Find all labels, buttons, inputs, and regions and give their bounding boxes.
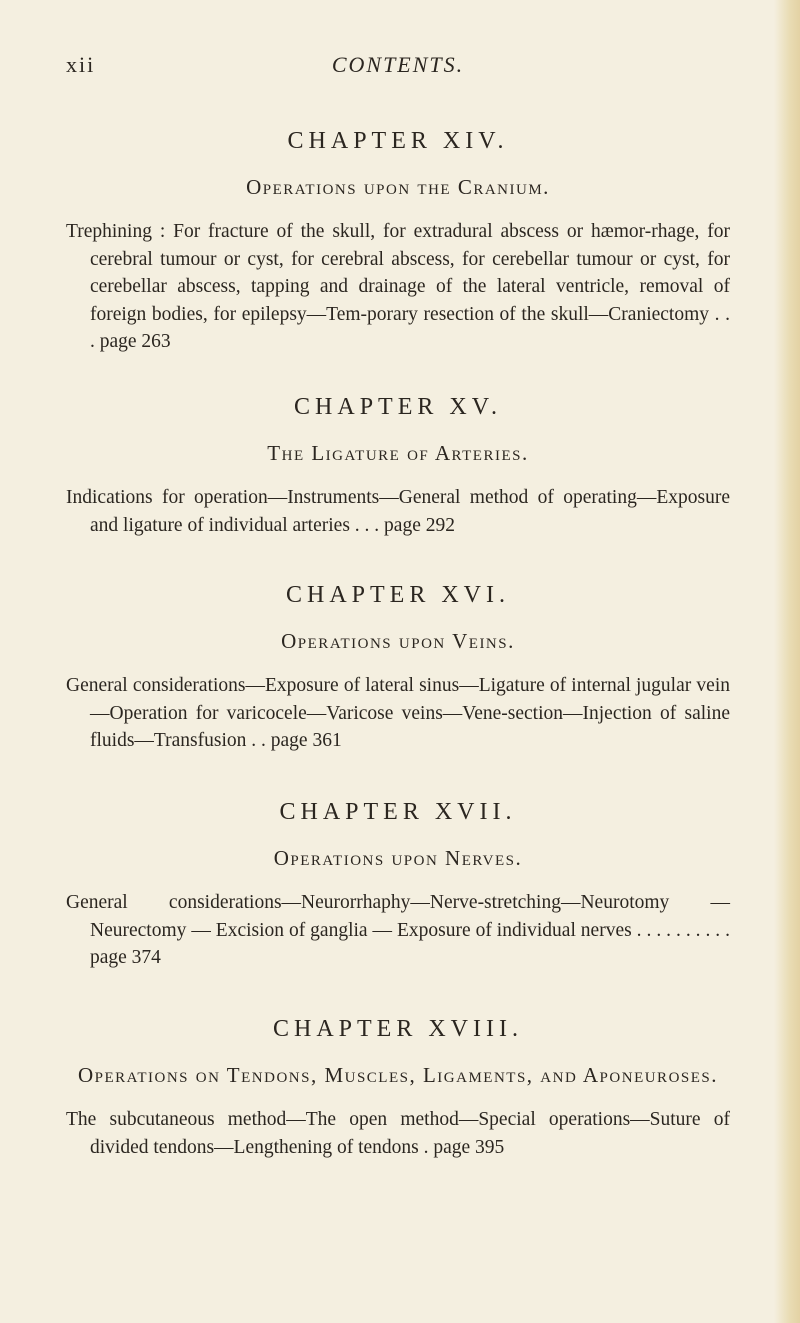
page-reference: page 374 bbox=[90, 947, 161, 968]
chapter-xvii bbox=[66, 797, 730, 991]
chapter-title: Operations upon Veins. bbox=[281, 629, 515, 653]
page-reference: page 263 bbox=[99, 331, 171, 352]
summary-text: General considerations—Neurorrhaphy—Nerve-stretching—Neurotomy —Neurectomy — Excision of ganglia — Exposure of individual nerves bbox=[66, 892, 730, 941]
leader-dots: . . . bbox=[354, 514, 380, 536]
chapter-number: CHAPTER XIV. bbox=[287, 128, 509, 154]
chapter-summary bbox=[66, 1106, 730, 1161]
chapter-xvi bbox=[66, 580, 730, 774]
chapter-title: Operations upon Nerves. bbox=[273, 846, 523, 870]
chapter-number: CHAPTER XVIII. bbox=[273, 1016, 523, 1042]
folio-number: xii bbox=[66, 52, 96, 77]
chapter-xviii bbox=[66, 1014, 730, 1181]
page-edge-shadow bbox=[774, 0, 800, 1323]
chapter-summary bbox=[66, 672, 730, 755]
chapter-number: CHAPTER XV. bbox=[294, 394, 502, 420]
leader-dots: . bbox=[423, 1136, 429, 1158]
summary-text: Trephining : For fracture of the skull, for extradural abscess or hæmor-rhage, for cerebral tumour or cyst, for cerebral abscess, for cerebellar tumour or cyst, for cerebellar abscess, tapping and drainage of the lateral ventricle, removal of foreign bodies, for epilepsy—Tem-porary resection of the skull—Craniectomy bbox=[66, 221, 730, 325]
chapter-title: Operations upon the Cranium. bbox=[246, 175, 550, 199]
leader-dots: . . . bbox=[90, 303, 731, 352]
page-reference: page 292 bbox=[384, 514, 455, 536]
leader-dots: . . . . . . . . . . bbox=[636, 919, 731, 941]
page-reference: page 361 bbox=[270, 730, 342, 751]
summary-text: General considerations—Exposure of lateral sinus—Ligature of internal jugular vein—Operation for varicocele—Varicose veins—Vene-section—Injection of saline fluids—Transfusion bbox=[66, 675, 730, 751]
chapter-summary bbox=[66, 218, 730, 356]
summary-text: The subcutaneous method—The open method—Special operations—Suture of divided tendons—Lengthening of tendons bbox=[66, 1109, 730, 1158]
chapter-title: The Ligature of Arteries. bbox=[267, 441, 529, 465]
leader-dots: . . bbox=[251, 730, 266, 751]
page-header bbox=[66, 52, 730, 86]
running-title: CONTENTS. bbox=[331, 52, 465, 77]
chapter-xiv bbox=[66, 126, 730, 375]
chapter-title: Operations on Tendons, Muscles, Ligaments, and Aponeuroses. bbox=[78, 1063, 718, 1087]
chapter-summary bbox=[66, 889, 730, 972]
chapter-number: CHAPTER XVI. bbox=[285, 582, 510, 608]
chapter-number: CHAPTER XVII. bbox=[279, 799, 517, 825]
page-reference: page 395 bbox=[433, 1136, 505, 1158]
chapter-summary bbox=[66, 484, 730, 539]
chapter-xv bbox=[66, 392, 730, 559]
summary-text: Indications for operation—Instruments—General method of operating—Exposure and ligature of individual arteries bbox=[66, 487, 730, 536]
